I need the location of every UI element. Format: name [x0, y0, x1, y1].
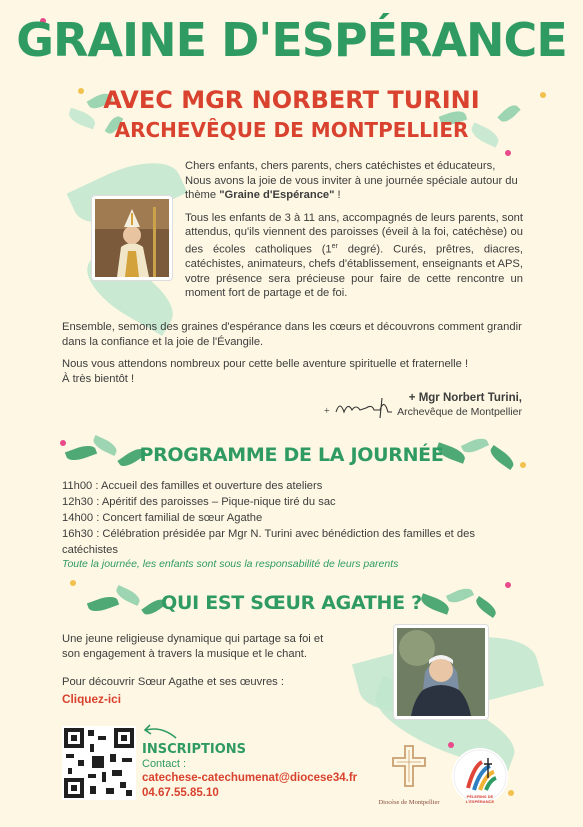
confetti-dot — [505, 150, 511, 156]
page-title: GRAINE D'ESPÉRANCE — [16, 13, 567, 67]
programme-item: 11h00 : Accueil des familles et ouverture des ateliers — [62, 480, 323, 492]
page-subtitle-role: ARCHEVÊQUE DE MONTPELLIER — [114, 118, 469, 142]
page-subtitle: AVEC MGR NORBERT TURINI — [103, 86, 480, 114]
agathe-photo — [394, 625, 488, 719]
signature-name: + Mgr Norbert Turini, — [408, 392, 522, 404]
contact-phone: 04.67.55.85.10 — [142, 787, 219, 799]
contact-email-link[interactable]: catechese-catechumenat@diocese34.fr — [142, 772, 358, 784]
theme-name: "Graine d'Espérance" — [219, 189, 335, 202]
programme-item: 16h30 : Célébration présidée par Mgr N. Turini avec bénédiction des familles et des catéchistes — [62, 528, 475, 556]
letter-paragraph-together: Ensemble, semons des graines d'espérance dans les cœurs et découvrons comment grandir dans la confiance et la joie de l'Évangile. — [62, 321, 522, 348]
bishop-portrait-image — [95, 199, 169, 277]
letter-paragraph-attendees: Tous les enfants de 3 à 11 ans, accompagnés de leurs parents, sont attendus, qu'ils viennent des paroisses (éveil à la foi, catéchèse) ou des écoles catholiques (1er degré). Curés, prêtres, diacres, catéchistes, animateurs, chefs d'établissement, enseignants et APS, votre présence sera précieuse pour faire de cette rencontre un moment fort de partage et de foi. — [185, 211, 523, 300]
letter-paragraph-welcome: Nous vous attendons nombreux pour cette belle aventure spirituelle et fraternelle ! — [62, 358, 469, 371]
agathe-title: QUI EST SŒUR AGATHE ? — [161, 592, 422, 614]
letter-intro — [185, 159, 523, 301]
programme-title: PROGRAMME DE LA JOURNÉE — [139, 444, 444, 466]
programme-note: Toute la journée, les enfants sont sous la responsabilité de leurs parents — [62, 558, 399, 570]
arrow-left-icon — [140, 722, 180, 742]
svg-text:+: + — [324, 406, 330, 417]
letter-greeting: Chers enfants, chers parents, chers catéchistes et éducateurs, — [185, 160, 496, 172]
confetti-dot — [505, 582, 511, 588]
programme-list — [62, 478, 532, 570]
diocese-logo-text: Diocèse de Montpellier — [378, 799, 440, 806]
letter-invitation: Nous avons la joie de vous inviter à une journée spéciale autour du thème "Graine d'Espérance" ! — [185, 174, 518, 202]
programme-item: 14h00 : Concert familial de sœur Agathe — [62, 512, 263, 524]
letter-farewell: À très bientôt ! — [62, 372, 135, 385]
confetti-dot — [508, 790, 514, 796]
signature-role: Archevêque de Montpellier — [397, 406, 522, 418]
confetti-dot — [448, 742, 454, 748]
agathe-description: Une jeune religieuse dynamique qui partage sa foi et son engagement à travers la musique et le chant. — [62, 633, 324, 660]
agathe-link[interactable]: Cliquez-ici — [62, 692, 121, 706]
confetti-dot — [70, 580, 76, 586]
qr-code[interactable] — [62, 726, 136, 800]
letter-closing — [62, 320, 524, 386]
cross-icon — [391, 744, 427, 788]
jubilee-logo-text: PÈLERINS DE L'ESPÉRANCE — [465, 794, 495, 804]
bishop-photo — [92, 196, 172, 280]
signature-block — [380, 392, 522, 418]
diocese-logo — [376, 744, 442, 806]
inscriptions-title: INSCRIPTIONS — [142, 742, 246, 757]
programme-item: 12h30 : Apéritif des paroisses – Pique-nique tiré du sac — [62, 496, 336, 508]
contact-label: Contact : — [142, 758, 187, 770]
jubilee-logo — [452, 748, 508, 804]
agathe-discover-text: Pour découvrir Sœur Agathe et ses œuvres : — [62, 676, 284, 688]
agathe-portrait-image — [397, 628, 485, 716]
